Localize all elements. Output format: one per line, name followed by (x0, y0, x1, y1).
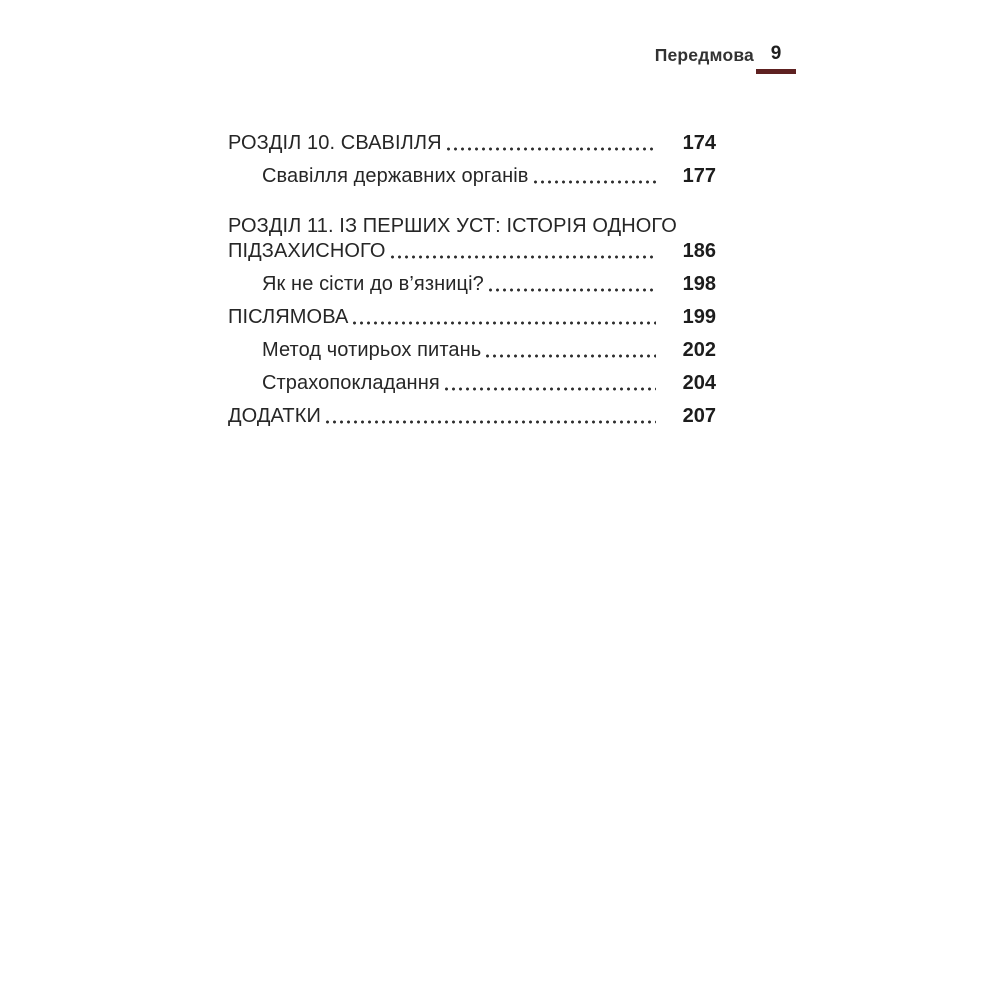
toc-entry-label: Свавілля державних органів (262, 165, 529, 187)
page-number: 9 (770, 43, 782, 64)
toc-entry-sub (228, 371, 716, 395)
toc-entry-page: 186 (682, 240, 716, 262)
page-header (655, 44, 797, 74)
dot-leader (443, 386, 656, 392)
toc-entry-label: ПІСЛЯМОВА (228, 306, 349, 328)
toc-entry-label: Метод чотирьох питань (262, 339, 482, 361)
dot-leader (484, 353, 656, 359)
toc-entry-sub (228, 338, 716, 362)
toc-entry-chapter (228, 404, 716, 428)
toc-entry-page: 177 (682, 165, 716, 187)
toc-entry-label: Страхопокладання (262, 372, 440, 394)
toc-entry-label: ДОДАТКИ (228, 405, 321, 427)
dot-leader (487, 287, 656, 293)
toc-entry-chapter (228, 305, 716, 329)
toc-entry-sub (228, 164, 716, 188)
toc-entry-page: 174 (682, 132, 716, 154)
page-number-block (755, 44, 797, 74)
toc-entry-sub (228, 272, 716, 296)
toc-entry-page: 198 (682, 273, 716, 295)
toc-entry-label: РОЗДІЛ 10. СВАВІЛЛЯ (228, 132, 442, 154)
running-title: Передмова (654, 45, 754, 65)
toc-entry-page: 207 (682, 405, 716, 427)
dot-leader (351, 320, 656, 326)
dot-leader (445, 146, 656, 152)
toc-entry-label: Як не сісти до в’язниці? (262, 273, 484, 295)
toc-entry-chapter-11-line1 (228, 214, 716, 238)
toc-entry-chapter-10 (228, 131, 716, 155)
dot-leader (389, 254, 656, 260)
toc-entry-label: РОЗДІЛ 11. ІЗ ПЕРШИХ УСТ: ІСТОРІЯ ОДНОГО (228, 215, 677, 237)
toc-entry-page: 204 (682, 372, 716, 394)
toc-entry-chapter-11-line2 (228, 239, 716, 263)
toc-list (228, 131, 716, 437)
accent-rule (756, 69, 796, 74)
toc-entry-label: ПІДЗАХИСНОГО (228, 240, 386, 262)
toc-entry-page: 202 (682, 339, 716, 361)
toc-entry-page: 199 (682, 306, 716, 328)
dot-leader (324, 419, 656, 425)
dot-leader (532, 179, 656, 185)
